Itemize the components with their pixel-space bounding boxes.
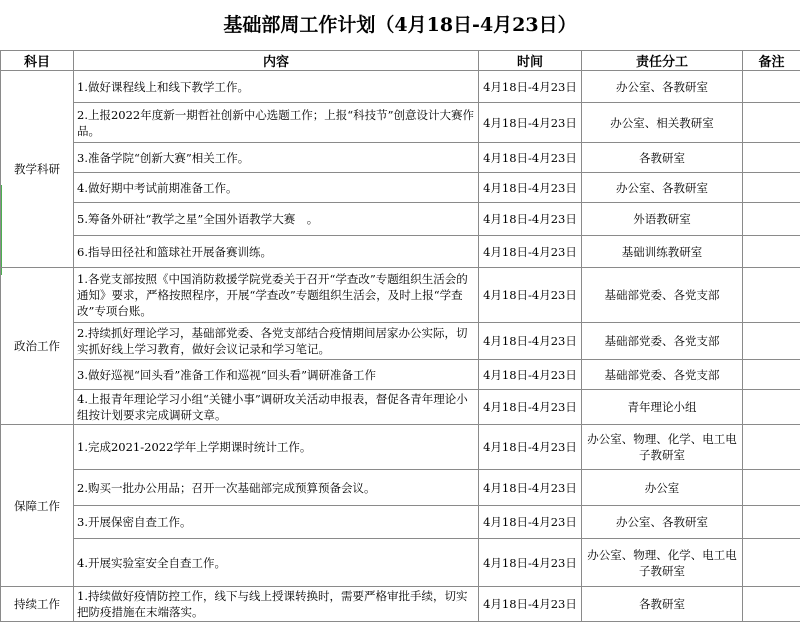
- note-cell[interactable]: [743, 203, 800, 236]
- note-cell[interactable]: [743, 470, 800, 506]
- responsibility-cell[interactable]: 基础部党委、各党支部: [582, 360, 743, 390]
- responsibility-cell[interactable]: 基础部党委、各党支部: [582, 268, 743, 323]
- subject-cell[interactable]: 保障工作: [1, 425, 74, 587]
- content-cell[interactable]: 6.指导田径社和篮球社开展备赛训练。: [74, 236, 479, 268]
- table-row: [1, 103, 800, 143]
- content-cell[interactable]: 3.准备学院“创新大赛”相关工作。: [74, 143, 479, 173]
- content-cell[interactable]: 2.持续抓好理论学习，基础部党委、各党支部结合疫情期间居家办公实际，切实抓好线上学习教育，做好会议记录和学习笔记。: [74, 323, 479, 360]
- note-cell[interactable]: [743, 71, 800, 103]
- header-time: 时间: [479, 51, 582, 71]
- table-row: [1, 323, 800, 360]
- table-row: [1, 425, 800, 470]
- table-row: [1, 71, 800, 103]
- note-cell[interactable]: [743, 268, 800, 323]
- table-row: [1, 143, 800, 173]
- responsibility-cell[interactable]: 办公室、相关教研室: [582, 103, 743, 143]
- time-cell[interactable]: 4月18日-4月23日: [479, 587, 582, 622]
- responsibility-cell[interactable]: 办公室、各教研室: [582, 71, 743, 103]
- note-cell[interactable]: [743, 390, 800, 425]
- responsibility-cell[interactable]: 办公室: [582, 470, 743, 506]
- time-cell[interactable]: 4月18日-4月23日: [479, 425, 582, 470]
- note-cell[interactable]: [743, 143, 800, 173]
- subject-cell[interactable]: 持续工作: [1, 587, 74, 622]
- content-cell[interactable]: 1.做好课程线上和线下教学工作。: [74, 71, 479, 103]
- responsibility-cell[interactable]: 基础部党委、各党支部: [582, 323, 743, 360]
- header-subject: 科目: [1, 51, 74, 71]
- time-cell[interactable]: 4月18日-4月23日: [479, 143, 582, 173]
- note-cell[interactable]: [743, 103, 800, 143]
- responsibility-cell[interactable]: 办公室、各教研室: [582, 506, 743, 539]
- responsibility-cell[interactable]: 外语教研室: [582, 203, 743, 236]
- time-cell[interactable]: 4月18日-4月23日: [479, 506, 582, 539]
- content-cell[interactable]: 2.上报2022年度新一期哲社创新中心选题工作；上报“科技节”创意设计大赛作品。: [74, 103, 479, 143]
- note-cell[interactable]: [743, 539, 800, 587]
- table-row: [1, 268, 800, 323]
- table-row: [1, 203, 800, 236]
- time-cell[interactable]: 4月18日-4月23日: [479, 71, 582, 103]
- time-cell[interactable]: 4月18日-4月23日: [479, 539, 582, 587]
- time-cell[interactable]: 4月18日-4月23日: [479, 103, 582, 143]
- note-cell[interactable]: [743, 425, 800, 470]
- time-cell[interactable]: 4月18日-4月23日: [479, 323, 582, 360]
- responsibility-cell[interactable]: 各教研室: [582, 587, 743, 622]
- table-row: [1, 470, 800, 506]
- responsibility-cell[interactable]: 办公室、物理、化学、电工电子教研室: [582, 539, 743, 587]
- time-cell[interactable]: 4月18日-4月23日: [479, 470, 582, 506]
- header-responsibility: 责任分工: [582, 51, 743, 71]
- time-cell[interactable]: 4月18日-4月23日: [479, 236, 582, 268]
- content-cell[interactable]: 4.上报青年理论学习小组“关键小事”调研攻关活动申报表，督促各青年理论小组按计划要求完成调研文章。: [74, 390, 479, 425]
- note-cell[interactable]: [743, 323, 800, 360]
- content-cell[interactable]: 5.筹备外研社“教学之星”全国外语教学大赛 。: [74, 203, 479, 236]
- note-cell[interactable]: [743, 173, 800, 203]
- content-cell[interactable]: 4.做好期中考试前期准备工作。: [74, 173, 479, 203]
- table-row: [1, 173, 800, 203]
- page-title: 基础部周工作计划（4月18日-4月23日）: [223, 14, 577, 36]
- responsibility-cell[interactable]: 办公室、物理、化学、电工电子教研室: [582, 425, 743, 470]
- table-row: [1, 539, 800, 587]
- work-plan-table: [0, 50, 800, 622]
- content-cell[interactable]: 2.购买一批办公用品；召开一次基础部完成预算预备会议。: [74, 470, 479, 506]
- header-note: 备注: [743, 51, 800, 71]
- note-cell[interactable]: [743, 506, 800, 539]
- table-row: [1, 587, 800, 622]
- subject-cell[interactable]: 政治工作: [1, 268, 74, 425]
- time-cell[interactable]: 4月18日-4月23日: [479, 390, 582, 425]
- header-content: 内容: [74, 51, 479, 71]
- content-cell[interactable]: 1.各党支部按照《中国消防救援学院党委关于召开“学查改”专题组织生活会的通知》要求，严格按照程序，开展“学查改”专题组织生活会，及时上报“学查改”专项台账。: [74, 268, 479, 323]
- table-row: [1, 360, 800, 390]
- time-cell[interactable]: 4月18日-4月23日: [479, 360, 582, 390]
- content-cell[interactable]: 3.开展保密自查工作。: [74, 506, 479, 539]
- responsibility-cell[interactable]: 办公室、各教研室: [582, 173, 743, 203]
- table-row: [1, 506, 800, 539]
- time-cell[interactable]: 4月18日-4月23日: [479, 268, 582, 323]
- content-cell[interactable]: 1.持续做好疫情防控工作，线下与线上授课转换时，需要严格审批手续，切实把防疫措施在末端落实。: [74, 587, 479, 622]
- table-row: [1, 390, 800, 425]
- content-cell[interactable]: 1.完成2021-2022学年上学期课时统计工作。: [74, 425, 479, 470]
- table-body: [1, 71, 800, 622]
- responsibility-cell[interactable]: 各教研室: [582, 143, 743, 173]
- table-row: [1, 236, 800, 268]
- responsibility-cell[interactable]: 青年理论小组: [582, 390, 743, 425]
- content-cell[interactable]: 3.做好巡视“回头看”准备工作和巡视“回头看”调研准备工作: [74, 360, 479, 390]
- note-cell[interactable]: [743, 360, 800, 390]
- responsibility-cell[interactable]: 基础训练教研室: [582, 236, 743, 268]
- content-cell[interactable]: 4.开展实验室安全自查工作。: [74, 539, 479, 587]
- table-header-row: [1, 51, 800, 71]
- subject-cell[interactable]: 教学科研: [1, 71, 74, 268]
- time-cell[interactable]: 4月18日-4月23日: [479, 173, 582, 203]
- time-cell[interactable]: 4月18日-4月23日: [479, 203, 582, 236]
- note-cell[interactable]: [743, 236, 800, 268]
- note-cell[interactable]: [743, 587, 800, 622]
